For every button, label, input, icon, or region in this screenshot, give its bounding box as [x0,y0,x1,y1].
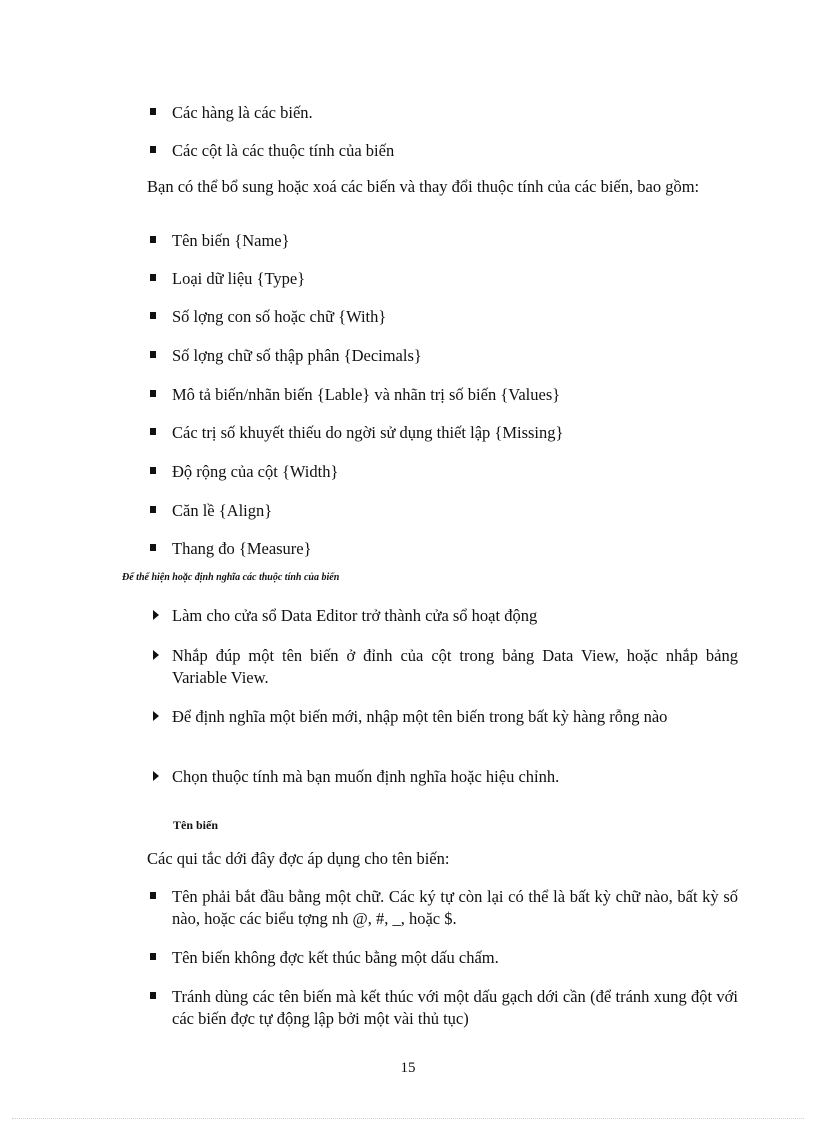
triangle-bullet-icon [153,711,159,721]
section-heading: Để thể hiện hoặc định nghĩa các thuộc tính của biến [122,572,340,583]
triangle-bullet-icon [153,610,159,620]
square-bullet-icon [150,544,156,551]
square-bullet-icon [150,892,156,899]
square-bullet-icon [150,506,156,513]
intro-paragraph: Bạn có thể bổ sung hoặc xoá các biến và thay đổi thuộc tính của các biến, bao gồm: [147,177,700,196]
square-bullet-icon [150,953,156,960]
triangle-bullet-icon [153,650,159,660]
square-bullet-icon [150,236,156,243]
square-bullet-icon [150,351,156,358]
square-bullet-icon [150,992,156,999]
square-bullet-icon [150,428,156,435]
square-bullet-icon [150,108,156,115]
square-bullet-icon [150,467,156,474]
footer-divider [12,1118,804,1119]
square-bullet-icon [150,146,156,153]
subheading-variable-name: Tên biến [173,818,219,832]
square-bullet-icon [150,390,156,397]
page-number: 15 [400,1060,416,1076]
triangle-bullet-icon [153,771,159,781]
document-page: Các hàng là các biến. Các cột là các thuộc tính của biến Bạn có thể bổ sung hoặc xoá các biến và thay đổi thuộc tính của các biến, bao gồm: Tên biến {Name} Loại dữ liệu {Type} Số lợng con số hoặc chữ {With} Số lợng chữ số thập phân {Decimals} Mô tả biến/nhãn biến {Lable} và nhãn trị số biến {Values} Các trị số khuyết thiếu do ngời sử dụng thiết lập {Missing} Độ rộng của cột {Width} Căn lề {Align} Thang đo {Measure} Để thể hiện hoặc định nghĩa các thuộc tính của biến Làm cho cửa sổ Data Editor trở thành cửa sổ hoạt động Nhắp đúp một tên biến ở đỉnh của cột trong bảng Data View, hoặc nhắp bảng Variable View. Để định nghĩa một biến mới, nhập một tên biến trong bất kỳ hàng rỗng nào Chọn thuộc tính mà bạn muốn định nghĩa hoặc hiệu chỉnh. Tên biến Các qui tắc dới đây đợc áp dụng cho tên biến: Tên phải bắt đầu bằng một chữ. Các ký tự còn lại có thể là bất kỳ chữ nào, bất kỳ số nào, hoặc các biểu tợng nh @, #, _, hoặc $. Tên biến không đợc kết thúc bằng một dấu chấm. Tránh dùng các tên biến mà kết thúc với một dấu gạch dới cần (để tránh xung đột với các biến đợc tự động lập bởi một vài thủ tục) 15 [0,0,816,1123]
square-bullet-icon [150,274,156,281]
rules-intro: Các qui tắc dới đây đợc áp dụng cho tên biến: [147,849,450,868]
square-bullet-icon [150,312,156,319]
